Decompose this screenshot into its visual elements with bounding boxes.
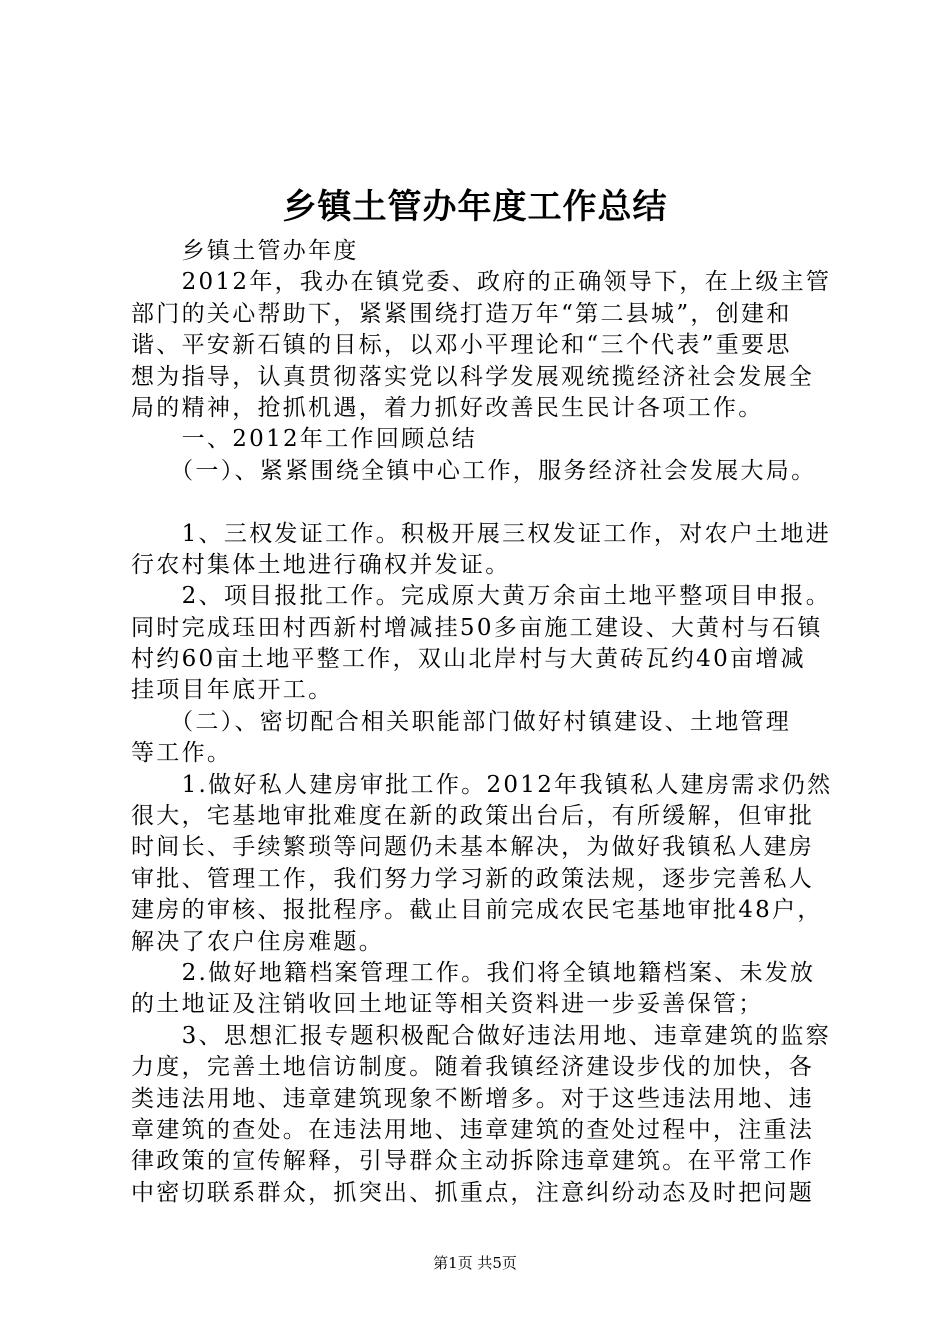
body-line: 解决了农户住房难题。 (131, 928, 384, 955)
body-line: 2.做好地籍档案管理工作。我们将全镇地籍档案、未发放 (131, 959, 816, 986)
body-line: 行农村集体土地进行确权并发证。 (131, 551, 511, 578)
body-line: 乡镇土管办年度 (131, 238, 359, 264)
body-line: 3、思想汇报专题积极配合做好违法用地、违章建筑的监察 (131, 1022, 832, 1049)
body-line: 建房的审核、报批程序。截止目前完成农民宅基地审批48户， (131, 897, 823, 924)
document-body (131, 236, 835, 1209)
body-line: 很大，宅基地审批难度在新的政策出台后，有所缓解，但审批 (131, 803, 815, 830)
body-line: 谐、平安新石镇的目标，以邓小平理论和“三个代表”重要思 (131, 332, 792, 359)
body-line: 等工作。 (131, 740, 233, 767)
body-line: 挂项目年底开工。 (131, 677, 334, 704)
body-line: 审批、管理工作，我们努力学习新的政策法规，逐步完善私人 (131, 865, 815, 892)
body-line: 2、项目报批工作。完成原大黄万余亩土地平整项目申报。 (131, 583, 832, 610)
body-line: 想为指导，认真贯彻落实党以科学发展观统揽经济社会发展全 (131, 363, 815, 390)
body-line: 律政策的宣传解释，引导群众主动拆除违章建筑。在平常工作 (131, 1148, 815, 1175)
body-line: 村约60亩土地平整工作，双山北岸村与大黄砖瓦约40亩增减 (131, 646, 806, 673)
document-title: 乡镇土管办年度工作总结 (282, 187, 668, 227)
body-line: 时间长、手续繁琐等问题仍未基本解决，为做好我镇私人建房 (131, 834, 815, 861)
body-line: 的土地证及注销收回土地证等相关资料进一步妥善保管； (131, 991, 764, 1018)
body-line: 同时完成珏田村西新村增减挂50多亩施工建设、大黄村与石镇 (131, 614, 823, 641)
blank-line (131, 487, 835, 518)
body-line: 局的精神，抢抓机遇，着力抓好改善民生民计各项工作。 (131, 394, 764, 421)
page-number-footer: 第1页 共5页 (433, 1254, 517, 1272)
body-line: 类违法用地、违章建筑现象不断增多。对于这些违法用地、违 (131, 1085, 815, 1112)
section-heading: 一、2012年工作回顾总结 (131, 426, 478, 453)
body-line: 章建筑的查处。在违法用地、违章建筑的查处过程中，注重法 (131, 1116, 815, 1143)
body-line: 力度，完善土地信访制度。随着我镇经济建设步伐的加快，各 (131, 1054, 815, 1081)
subsection-heading: （一）、紧紧围绕全镇中心工作，服务经济社会发展大局。 (131, 457, 817, 484)
body-line: 部门的关心帮助下，紧紧围绕打造万年“第二县城”，创建和 (131, 300, 792, 327)
body-line: 1.做好私人建房审批工作。2012年我镇私人建房需求仍然 (131, 771, 833, 798)
subsection-heading: （二）、密切配合相关职能部门做好村镇建设、土地管理 (131, 708, 792, 735)
body-line: 1、三权发证工作。积极开展三权发证工作，对农户土地进 (131, 520, 832, 547)
body-line: 中密切联系群众，抓突出、抓重点，注意纠纷动态及时把问题 (131, 1179, 815, 1206)
body-line: 2012年，我办在镇党委、政府的正确领导下，在上级主管 (131, 269, 832, 296)
